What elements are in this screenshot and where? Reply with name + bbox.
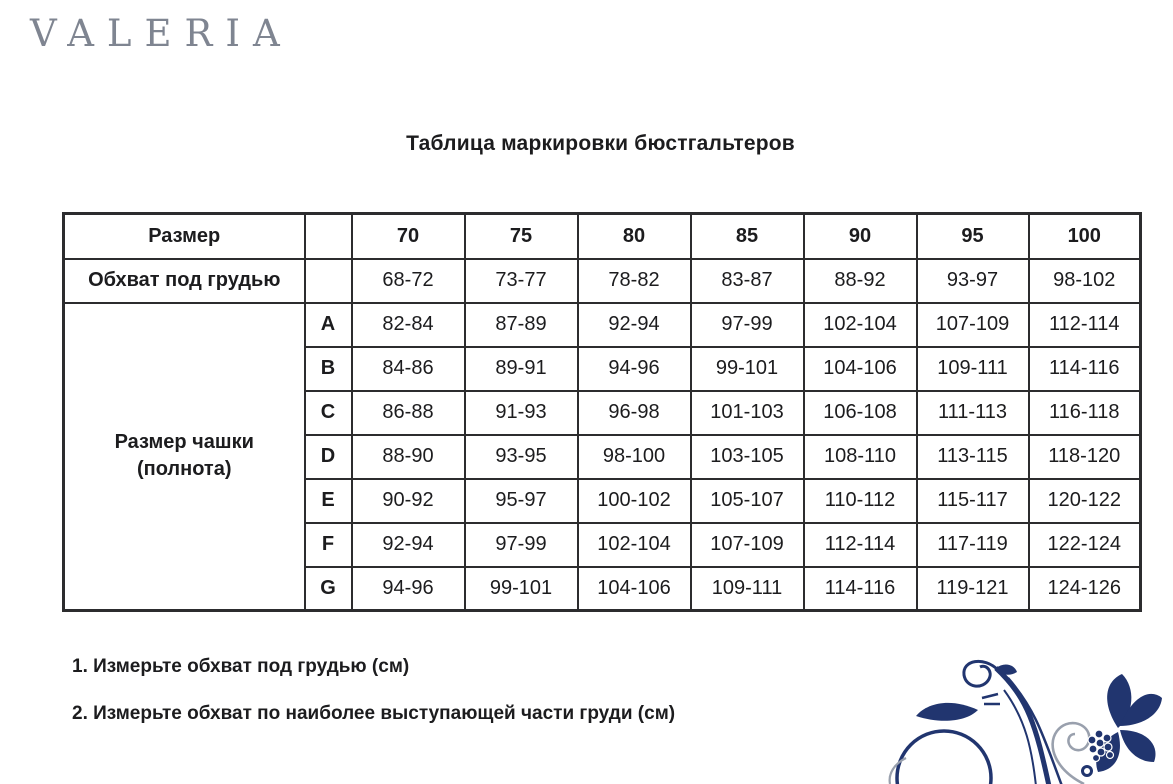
cup-range-cell: 107-109 <box>691 523 804 567</box>
underbust-row <box>64 259 1141 303</box>
band-size-row <box>64 214 1141 259</box>
band-size-cell: 75 <box>465 214 578 259</box>
cup-range-cell: 107-109 <box>917 303 1029 347</box>
cup-range-cell: 102-104 <box>578 523 691 567</box>
cup-range-cell: 98-100 <box>578 435 691 479</box>
cup-range-cell: 88-90 <box>352 435 465 479</box>
cup-letter-cell: D <box>305 435 352 479</box>
cup-range-cell: 92-94 <box>352 523 465 567</box>
underbust-row-spacer <box>305 259 352 303</box>
cup-range-cell: 94-96 <box>578 347 691 391</box>
cup-range-cell: 119-121 <box>917 567 1029 611</box>
floral-flourish-icon <box>886 654 1164 784</box>
cup-letter-cell: A <box>305 303 352 347</box>
cup-size-label-line2: (полнота) <box>136 458 232 481</box>
cup-row-A <box>64 303 1141 347</box>
underbust-range-cell: 73-77 <box>465 259 578 303</box>
underbust-row-label: Обхват под грудью <box>64 259 305 303</box>
underbust-range-cell: 68-72 <box>352 259 465 303</box>
band-size-cell: 85 <box>691 214 804 259</box>
band-size-cell: 95 <box>917 214 1029 259</box>
cup-range-cell: 96-98 <box>578 391 691 435</box>
cup-range-cell: 120-122 <box>1029 479 1141 523</box>
cup-range-cell: 115-117 <box>917 479 1029 523</box>
cup-range-cell: 95-97 <box>465 479 578 523</box>
band-size-cell: 70 <box>352 214 465 259</box>
cup-range-cell: 122-124 <box>1029 523 1141 567</box>
cup-range-cell: 91-93 <box>465 391 578 435</box>
cup-range-cell: 89-91 <box>465 347 578 391</box>
cup-range-cell: 99-101 <box>691 347 804 391</box>
cup-range-cell: 105-107 <box>691 479 804 523</box>
cup-range-cell: 84-86 <box>352 347 465 391</box>
cup-size-label-line1: Размер чашки <box>114 431 254 454</box>
size-row-spacer <box>305 214 352 259</box>
cup-range-cell: 86-88 <box>352 391 465 435</box>
cup-range-cell: 92-94 <box>578 303 691 347</box>
cup-range-cell: 102-104 <box>804 303 917 347</box>
cup-range-cell: 108-110 <box>804 435 917 479</box>
cup-range-cell: 117-119 <box>917 523 1029 567</box>
measure-instruction-1: 1. Измерьте обхват под грудью (см) <box>72 656 410 677</box>
bra-size-table <box>62 212 1142 612</box>
cup-range-cell: 114-116 <box>804 567 917 611</box>
cup-range-cell: 118-120 <box>1029 435 1141 479</box>
band-size-cell: 100 <box>1029 214 1141 259</box>
cup-range-cell: 99-101 <box>465 567 578 611</box>
underbust-range-cell: 98-102 <box>1029 259 1141 303</box>
cup-range-cell: 112-114 <box>1029 303 1141 347</box>
band-size-cell: 90 <box>804 214 917 259</box>
cup-range-cell: 94-96 <box>352 567 465 611</box>
underbust-range-cell: 88-92 <box>804 259 917 303</box>
cup-range-cell: 97-99 <box>691 303 804 347</box>
cup-range-cell: 113-115 <box>917 435 1029 479</box>
cup-range-cell: 82-84 <box>352 303 465 347</box>
cup-range-cell: 124-126 <box>1029 567 1141 611</box>
cup-range-cell: 110-112 <box>804 479 917 523</box>
cup-size-label <box>64 303 305 611</box>
brand-logo: VALERIA <box>30 12 293 55</box>
cup-range-cell: 103-105 <box>691 435 804 479</box>
cup-range-cell: 116-118 <box>1029 391 1141 435</box>
cup-range-cell: 97-99 <box>465 523 578 567</box>
cup-range-cell: 90-92 <box>352 479 465 523</box>
cup-range-cell: 111-113 <box>917 391 1029 435</box>
cup-range-cell: 106-108 <box>804 391 917 435</box>
cup-range-cell: 114-116 <box>1029 347 1141 391</box>
underbust-range-cell: 78-82 <box>578 259 691 303</box>
underbust-range-cell: 93-97 <box>917 259 1029 303</box>
cup-letter-cell: F <box>305 523 352 567</box>
page-title: Таблица маркировки бюстгальтеров <box>406 132 795 155</box>
cup-letter-cell: B <box>305 347 352 391</box>
cup-letter-cell: G <box>305 567 352 611</box>
cup-range-cell: 100-102 <box>578 479 691 523</box>
cup-range-cell: 109-111 <box>691 567 804 611</box>
cup-range-cell: 112-114 <box>804 523 917 567</box>
underbust-range-cell: 83-87 <box>691 259 804 303</box>
cup-range-cell: 87-89 <box>465 303 578 347</box>
size-row-label: Размер <box>64 214 305 259</box>
measure-instruction-2: 2. Измерьте обхват по наиболее выступающей части груди (см) <box>72 703 676 724</box>
cup-range-cell: 104-106 <box>578 567 691 611</box>
cup-range-cell: 93-95 <box>465 435 578 479</box>
cup-range-cell: 104-106 <box>804 347 917 391</box>
cup-letter-cell: C <box>305 391 352 435</box>
cup-letter-cell: E <box>305 479 352 523</box>
cup-range-cell: 101-103 <box>691 391 804 435</box>
cup-range-cell: 109-111 <box>917 347 1029 391</box>
band-size-cell: 80 <box>578 214 691 259</box>
